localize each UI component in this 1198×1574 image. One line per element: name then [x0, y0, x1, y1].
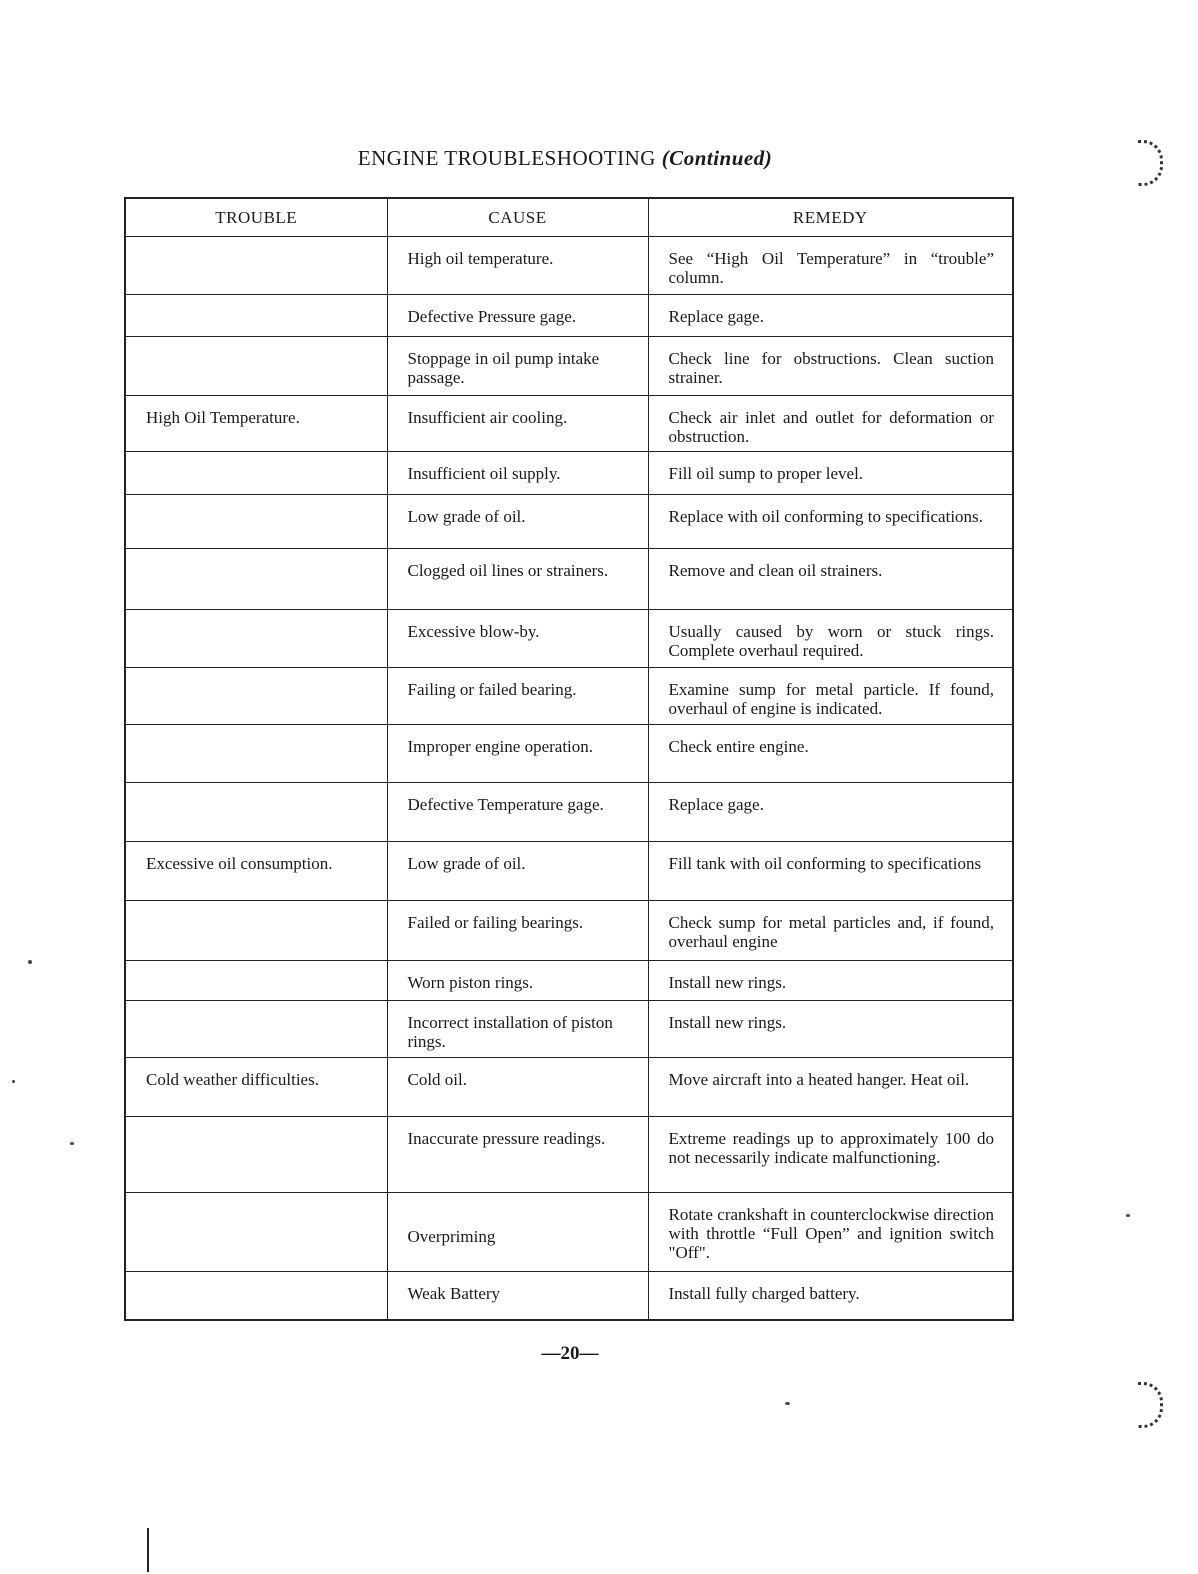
cause-cell: Insufficient air cooling.: [387, 395, 648, 452]
punch-hole-mark: [1138, 1382, 1163, 1428]
table-row: [125, 900, 1013, 961]
trouble-cell: [125, 961, 387, 1001]
table-row: [125, 452, 1013, 494]
table-row: [125, 668, 1013, 725]
table-row: [125, 1116, 1013, 1193]
remedy-cell: Check entire engine.: [648, 724, 1013, 783]
cause-cell: Excessive blow-by.: [387, 609, 648, 668]
scan-speck: [785, 1402, 790, 1405]
remedy-cell: Check sump for metal particles and, if found, overhaul engine: [648, 900, 1013, 961]
trouble-cell: [125, 724, 387, 783]
remedy-cell: Move aircraft into a heated hanger. Heat oil.: [648, 1057, 1013, 1116]
cause-cell: Worn piston rings.: [387, 961, 648, 1001]
scan-speck: [70, 1142, 74, 1145]
cause-cell: Insufficient oil supply.: [387, 452, 648, 494]
trouble-cell: [125, 295, 387, 337]
table-row: [125, 609, 1013, 668]
cause-cell: Defective Pressure gage.: [387, 295, 648, 337]
table-row: [125, 1271, 1013, 1320]
trouble-cell: Excessive oil consumption.: [125, 842, 387, 901]
cause-cell: Failing or failed bearing.: [387, 668, 648, 725]
table-row: [125, 961, 1013, 1001]
remedy-cell: Install new rings.: [648, 961, 1013, 1001]
trouble-cell: [125, 783, 387, 842]
cause-cell: Clogged oil lines or strainers.: [387, 549, 648, 610]
table-row: [125, 1001, 1013, 1058]
scan-speck: [12, 1080, 15, 1083]
remedy-cell: Extreme readings up to approximately 100 do not necessarily indicate malfunctioning.: [648, 1116, 1013, 1193]
remedy-cell: Examine sump for metal particle. If found, overhaul of engine is indicated.: [648, 668, 1013, 725]
table-row: [125, 494, 1013, 549]
table-row: [125, 395, 1013, 452]
trouble-cell: High Oil Temperature.: [125, 395, 387, 452]
cause-cell: Low grade of oil.: [387, 842, 648, 901]
trouble-cell: [125, 1116, 387, 1193]
table-row: [125, 549, 1013, 610]
punch-hole-mark: [1138, 140, 1163, 186]
trouble-cell: [125, 1271, 387, 1320]
cause-cell: Failed or failing bearings.: [387, 900, 648, 961]
cause-cell: Cold oil.: [387, 1057, 648, 1116]
trouble-cell: [125, 337, 387, 396]
trouble-cell: [125, 1001, 387, 1058]
cause-cell: Improper engine operation.: [387, 724, 648, 783]
table-row: [125, 842, 1013, 901]
remedy-cell: See “High Oil Temperature” in “trouble” column.: [648, 236, 1013, 295]
remedy-cell: Fill tank with oil conforming to specifications: [648, 842, 1013, 901]
trouble-cell: [125, 1193, 387, 1272]
page-number: —20—: [541, 1343, 599, 1364]
title-main: ENGINE TROUBLESHOOTING: [357, 146, 656, 170]
cause-cell: Stoppage in oil pump intake passage.: [387, 337, 648, 396]
table-row: [125, 1193, 1013, 1272]
remedy-cell: Rotate crankshaft in counterclockwise direction with throttle “Full Open” and ignition switch "Off".: [648, 1193, 1013, 1272]
remedy-cell: Remove and clean oil strainers.: [648, 549, 1013, 610]
trouble-cell: [125, 549, 387, 610]
remedy-cell: Replace with oil conforming to specifications.: [648, 494, 1013, 549]
table-header-row: [125, 198, 1013, 236]
cause-cell: Inaccurate pressure readings.: [387, 1116, 648, 1193]
trouble-cell: [125, 609, 387, 668]
cause-cell: High oil temperature.: [387, 236, 648, 295]
trouble-cell: [125, 900, 387, 961]
remedy-cell: Fill oil sump to proper level.: [648, 452, 1013, 494]
cause-cell: Defective Temperature gage.: [387, 783, 648, 842]
cause-cell: Incorrect installation of piston rings.: [387, 1001, 648, 1058]
table-row: [125, 337, 1013, 396]
scan-edge-line: [147, 1528, 149, 1572]
table-row: [125, 236, 1013, 295]
table-body: [125, 236, 1013, 1320]
header-trouble: TROUBLE: [125, 198, 387, 236]
header-remedy: REMEDY: [648, 198, 1013, 236]
trouble-cell: [125, 452, 387, 494]
table-row: [125, 1057, 1013, 1116]
troubleshooting-table: [124, 197, 1014, 1321]
trouble-cell: [125, 668, 387, 725]
table-row: [125, 783, 1013, 842]
trouble-cell: Cold weather difficulties.: [125, 1057, 387, 1116]
remedy-cell: Check air inlet and outlet for deformation or obstruction.: [648, 395, 1013, 452]
header-cause: CAUSE: [387, 198, 648, 236]
page-title: [0, 146, 1130, 171]
title-continued: (Continued): [661, 146, 773, 170]
table-row: [125, 724, 1013, 783]
cause-cell: Overpriming: [387, 1193, 648, 1272]
remedy-cell: Replace gage.: [648, 783, 1013, 842]
trouble-cell: [125, 236, 387, 295]
cause-cell: Weak Battery: [387, 1271, 648, 1320]
remedy-cell: Install fully charged battery.: [648, 1271, 1013, 1320]
table-row: [125, 295, 1013, 337]
remedy-cell: Install new rings.: [648, 1001, 1013, 1058]
remedy-cell: Replace gage.: [648, 295, 1013, 337]
trouble-cell: [125, 494, 387, 549]
remedy-cell: Check line for obstructions. Clean suction strainer.: [648, 337, 1013, 396]
scan-speck: [1126, 1214, 1130, 1217]
cause-cell: Low grade of oil.: [387, 494, 648, 549]
scan-speck: [28, 960, 32, 964]
remedy-cell: Usually caused by worn or stuck rings. Complete overhaul required.: [648, 609, 1013, 668]
